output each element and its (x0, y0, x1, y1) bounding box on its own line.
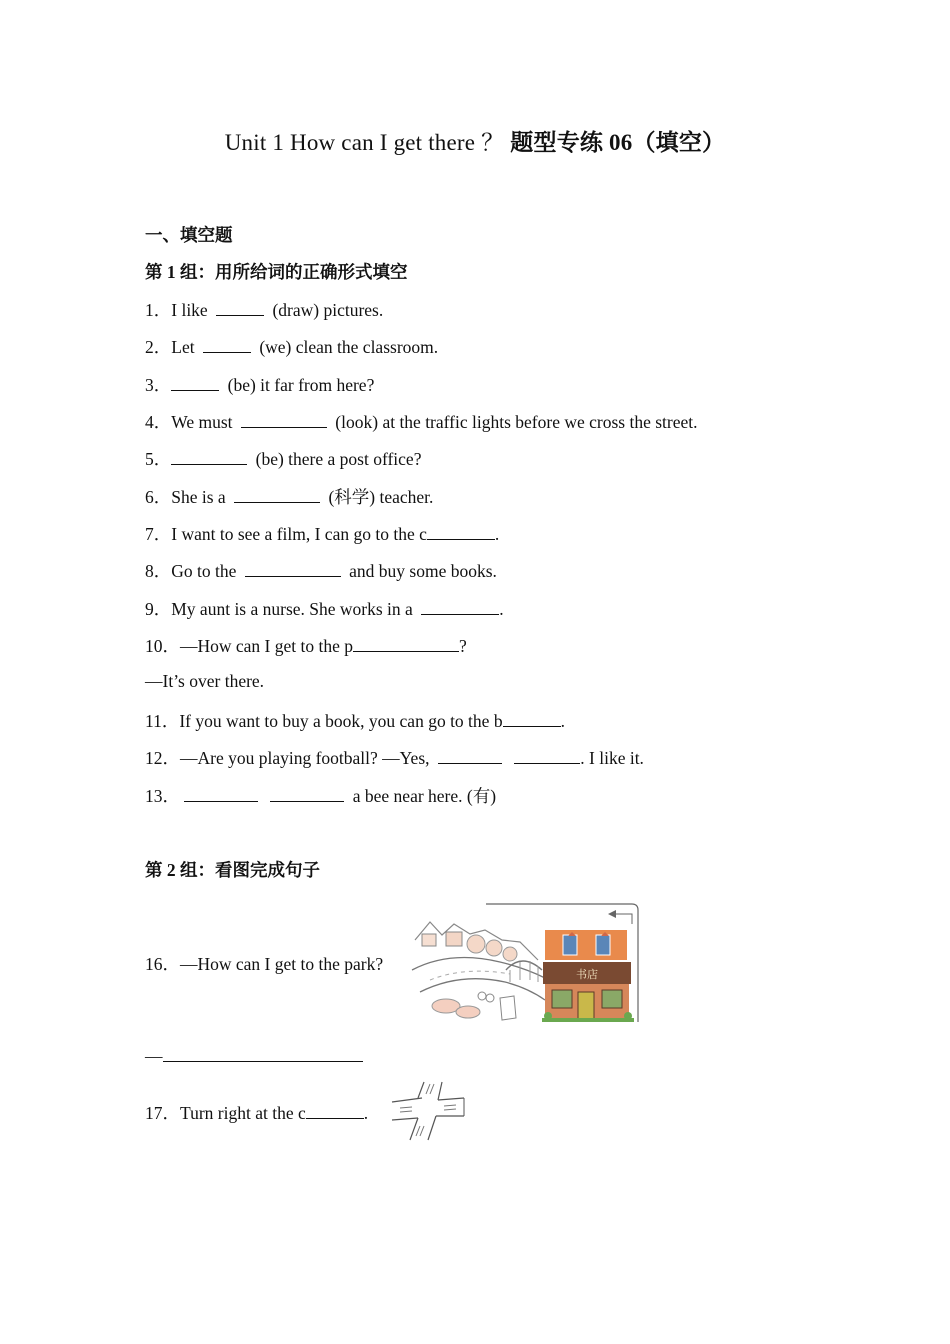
section-heading: 一、填空题 (145, 225, 233, 245)
question-1: 1．I like (draw) pictures. (145, 300, 384, 320)
answer-blank[interactable] (184, 800, 258, 802)
answer-blank[interactable] (306, 1117, 364, 1119)
bookstore-sign: 书店 (576, 968, 598, 981)
group2-heading: 第 2 组：看图完成句子 (145, 860, 320, 880)
title-english: Unit 1 How can I get there ？ (224, 130, 505, 155)
answer-blank[interactable] (203, 351, 251, 353)
question-12: 12．—Are you playing football? —Yes, . I like it. (145, 748, 644, 768)
question-9: 9．My aunt is a nurse. She works in a . (145, 599, 504, 619)
title-chinese: 题型专练 06（填空） (510, 130, 726, 155)
question-11: 11．If you want to buy a book, you can go to the b . (145, 711, 565, 731)
question-13: 13． a bee near here. (有) (145, 786, 497, 806)
question-8: 8．Go to the and buy some books. (145, 561, 497, 581)
answer-blank[interactable] (171, 463, 247, 465)
answer-blank[interactable] (421, 613, 499, 615)
answer-blank[interactable] (438, 762, 502, 764)
answer-blank[interactable] (503, 725, 561, 727)
question-7: 7．I want to see a film, I can go to the c . (145, 524, 500, 544)
answer-blank[interactable] (353, 650, 459, 652)
answer-blank[interactable] (163, 1060, 363, 1062)
answer-blank[interactable] (171, 389, 219, 391)
answer-blank[interactable] (270, 800, 344, 802)
page-title (0, 124, 950, 157)
question-16-answer: — (145, 1046, 363, 1067)
park-map-illustration (410, 900, 645, 1030)
question-16: 16．—How can I get to the park? (145, 954, 384, 974)
answer-blank[interactable] (245, 575, 341, 577)
question-17: 17．Turn right at the c . (145, 1103, 369, 1123)
answer-blank[interactable] (514, 762, 580, 764)
answer-blank[interactable] (241, 426, 327, 428)
answer-blank[interactable] (216, 314, 264, 316)
answer-blank[interactable] (234, 501, 320, 503)
question-10: 10．—How can I get to the p ? (145, 636, 467, 656)
question-2: 2．Let (we) clean the classroom. (145, 337, 439, 357)
question-6: 6．She is a (科学) teacher. (145, 487, 434, 507)
question-4: 4．We must (look) at the traffic lights before we cross the street. (145, 412, 698, 432)
answer-blank[interactable] (427, 538, 495, 540)
question-10-answer: —It’s over there. (145, 671, 265, 691)
question-5: 5． (be) there a post office? (145, 449, 422, 469)
group1-heading: 第 1 组：用所给词的正确形式填空 (145, 262, 408, 282)
question-3: 3． (be) it far from here? (145, 375, 375, 395)
crossroads-illustration (388, 1080, 468, 1147)
